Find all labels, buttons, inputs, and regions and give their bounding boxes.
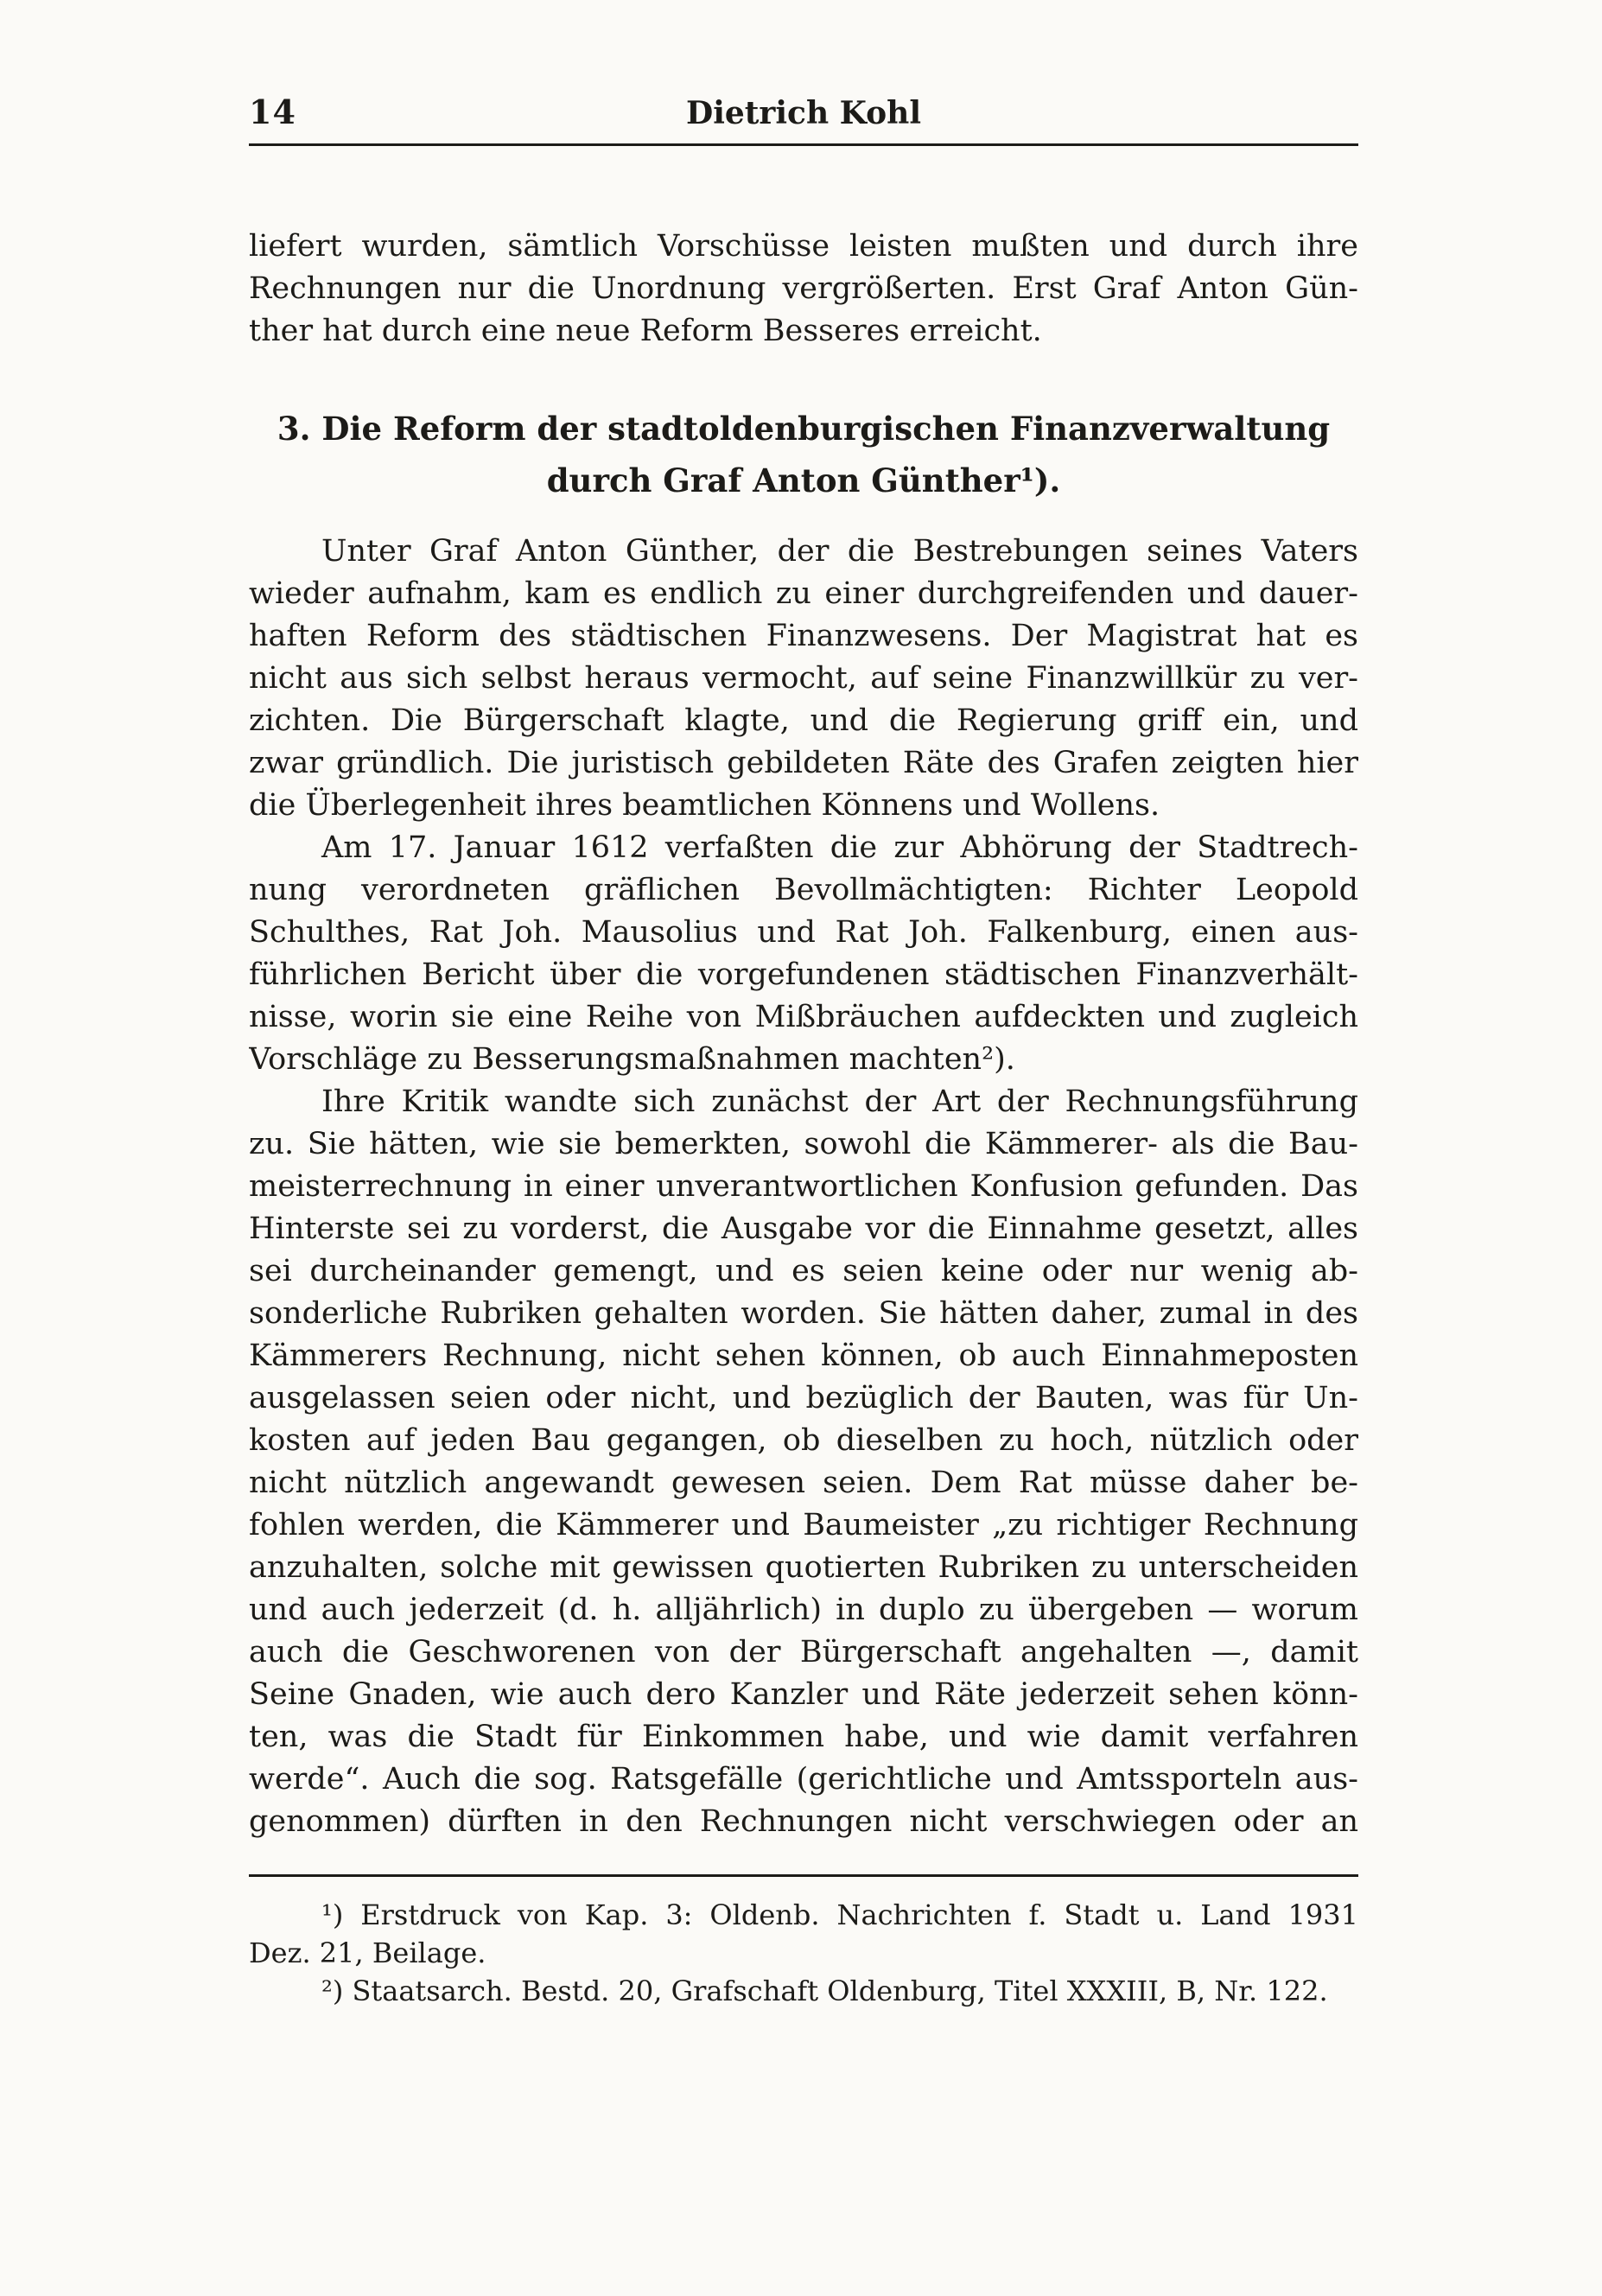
text-line: Kämmerers Rechnung, nicht sehen können, ob auch Einnahmeposten bbox=[249, 1339, 1358, 1373]
paragraph bbox=[249, 531, 1358, 827]
text-line: sei durcheinander gemengt, und es seien keine oder nur wenig ab- bbox=[249, 1254, 1358, 1288]
text-line: führlichen Bericht über die vorgefundenen städtischen Finanzverhält- bbox=[249, 957, 1358, 992]
text-line: Dez. 21, Beilage. bbox=[249, 1937, 486, 1969]
text-line: zichten. Die Bürgerschaft klagte, und die Regierung griff ein, und bbox=[249, 703, 1358, 738]
text-line: nisse, worin sie eine Reihe von Mißbräuchen aufdeckten und zugleich bbox=[249, 1000, 1358, 1034]
text-block bbox=[249, 0, 1358, 2010]
text-line: zwar gründlich. Die juristisch gebildeten Räte des Grafen zeigten hier bbox=[249, 746, 1358, 780]
page-header bbox=[249, 0, 1358, 131]
text-line: Hinterste sei zu vorderst, die Ausgabe vor die Einnahme gesetzt, alles bbox=[249, 1212, 1358, 1246]
running-head: Dietrich Kohl bbox=[685, 95, 922, 131]
footnote-1 bbox=[249, 1896, 1358, 1972]
text-line: Seine Gnaden, wie auch dero Kanzler und Räte jederzeit sehen könn- bbox=[249, 1677, 1358, 1712]
text-line: liefert wurden, sämtlich Vorschüsse leisten mußten und durch ihre bbox=[249, 229, 1358, 264]
text-line: werde“. Auch die sog. Ratsgefälle (gerichtliche und Amtssporteln aus- bbox=[249, 1762, 1358, 1797]
page-number: 14 bbox=[249, 92, 296, 131]
text-line: Schulthes, Rat Joh. Mausolius und Rat Joh. Falkenburg, einen aus- bbox=[249, 915, 1358, 950]
text-line: ¹) Erstdruck von Kap. 3: Oldenb. Nachrichten f. Stadt u. Land 1931 bbox=[321, 1898, 1358, 1931]
text-line: Am 17. Januar 1612 verfaßten die zur Abhörung der Stadtrech- bbox=[321, 830, 1358, 865]
text-line: fohlen werden, die Kämmerer und Baumeister „zu richtiger Rechnung bbox=[249, 1508, 1358, 1542]
text-line: durch Graf Anton Günther¹). bbox=[546, 461, 1061, 499]
text-line: Ihre Kritik wandte sich zunächst der Art der Rechnungsführung bbox=[321, 1084, 1358, 1119]
paragraph bbox=[249, 827, 1358, 1081]
text-line: nung verordneten gräflichen Bevollmächtigten: Richter Leopold bbox=[249, 873, 1358, 907]
text-line: meisterrechnung in einer unverantwortlichen Konfusion gefunden. Das bbox=[249, 1169, 1358, 1204]
text-line: nicht nützlich angewandt gewesen seien. Dem Rat müsse daher be- bbox=[249, 1466, 1358, 1500]
text-line: Rechnungen nur die Unordnung vergrößerten. Erst Graf Anton Gün- bbox=[249, 271, 1358, 306]
text-line: genommen) dürften in den Rechnungen nicht verschwiegen oder an bbox=[249, 1804, 1358, 1839]
text-line: nicht aus sich selbst heraus vermocht, auf seine Finanzwillkür zu ver- bbox=[249, 661, 1358, 696]
text-line: Vorschläge zu Besserungsmaßnahmen machten²). bbox=[249, 1042, 1015, 1077]
text-line: haften Reform des städtischen Finanzwesens. Der Magistrat hat es bbox=[249, 619, 1358, 653]
text-line: Unter Graf Anton Günther, der die Bestrebungen seines Vaters bbox=[321, 534, 1358, 569]
text-line: ther hat durch eine neue Reform Besseres erreicht. bbox=[249, 314, 1042, 348]
text-line: ten, was die Stadt für Einkommen habe, und wie damit verfahren bbox=[249, 1720, 1358, 1754]
footnote-2 bbox=[249, 1972, 1358, 2010]
paragraph-continues-next-page bbox=[249, 1081, 1358, 1843]
text-line: anzuhalten, solche mit gewissen quotierten Rubriken zu unterscheiden bbox=[249, 1550, 1358, 1585]
text-line: sonderliche Rubriken gehalten worden. Sie hätten daher, zumal in des bbox=[249, 1296, 1358, 1331]
text-line: kosten auf jeden Bau gegangen, ob dieselben zu hoch, nützlich oder bbox=[249, 1423, 1358, 1458]
text-line: wieder aufnahm, kam es endlich zu einer durchgreifenden und dauer- bbox=[249, 576, 1358, 611]
text-line: ²) Staatsarch. Bestd. 20, Grafschaft Oldenburg, Titel XXXIII, B, Nr. 122. bbox=[321, 1975, 1328, 2007]
header-rule bbox=[249, 143, 1358, 146]
footnote-separator-rule bbox=[249, 1874, 1358, 1877]
text-line: auch die Geschworenen von der Bürgerschaft angehalten —, damit bbox=[249, 1635, 1358, 1670]
section-heading bbox=[249, 403, 1358, 506]
text-line: und auch jederzeit (d. h. alljährlich) in duplo zu übergeben — worum bbox=[249, 1593, 1358, 1627]
text-line: ausgelassen seien oder nicht, und bezüglich der Bauten, was für Un- bbox=[249, 1381, 1358, 1415]
body-text bbox=[249, 226, 1358, 1843]
paragraph-continued-from-previous-page bbox=[249, 226, 1358, 353]
text-line: 3. Die Reform der stadtoldenburgischen Finanzverwaltung bbox=[277, 410, 1331, 448]
footnotes bbox=[249, 1896, 1358, 2010]
text-line: zu. Sie hätten, wie sie bemerkten, sowohl die Kämmerer- als die Bau- bbox=[249, 1127, 1358, 1161]
text-line: die Überlegenheit ihres beamtlichen Könnens und Wollens. bbox=[249, 788, 1160, 823]
